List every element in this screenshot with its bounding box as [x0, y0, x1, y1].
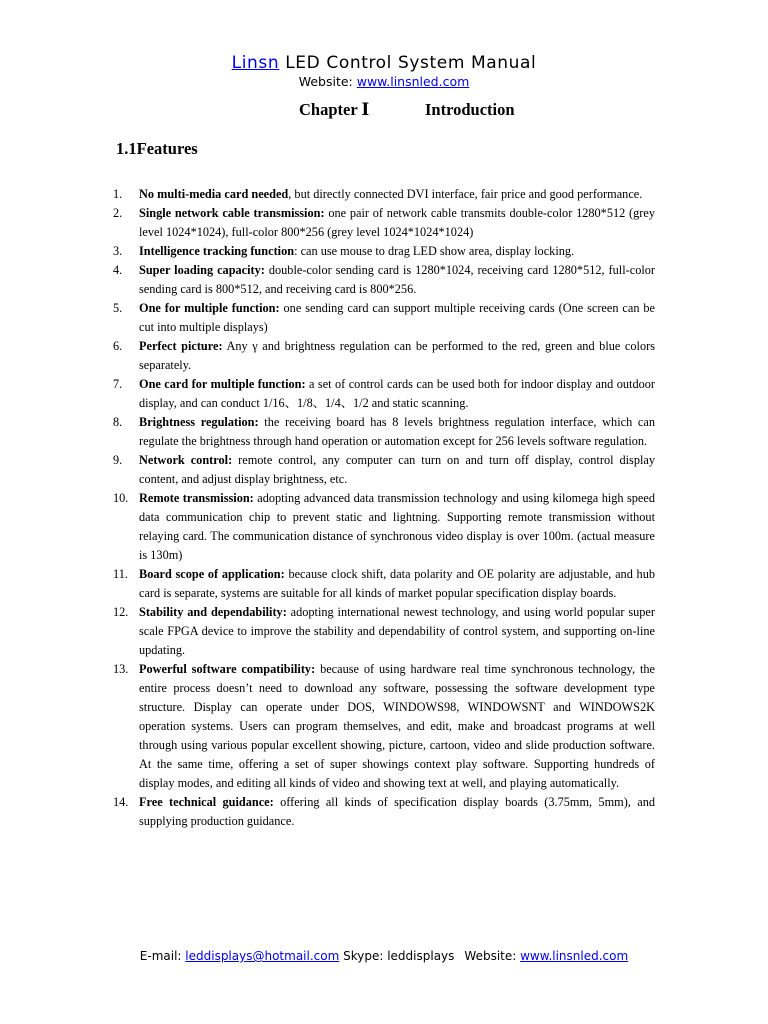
- chapter-title: Introduction: [425, 100, 515, 119]
- list-item-description: double-color sending card is 1280*1024, receiving card 1280*512, full-color sending card is 800*512, and receiving card is 800*256.: [139, 263, 655, 296]
- list-item: [113, 204, 655, 242]
- list-item-body: [139, 413, 655, 451]
- footer-email-link[interactable]: leddisplays@hotmail.com: [185, 949, 340, 963]
- list-item-term: Intelligence tracking function: [139, 244, 295, 258]
- list-item-description: , but directly connected DVI interface, fair price and good performance.: [288, 187, 643, 201]
- list-item-description: : can use mouse to drag LED show area, display locking.: [294, 244, 575, 258]
- list-item-term: One card for multiple function:: [139, 377, 306, 391]
- list-item-body: [139, 337, 655, 375]
- list-item-description: offering all kinds of specification display boards (3.75mm, 5mm), and supplying production guidance.: [139, 795, 655, 828]
- footer-email-label: E-mail:: [139, 949, 186, 963]
- list-item-term: Brightness regulation:: [139, 415, 259, 429]
- footer-website-label: Website:: [464, 949, 521, 963]
- list-item-number: 3.: [113, 244, 123, 258]
- list-item: [113, 337, 655, 375]
- list-item-description: because of using hardware real time synchronous technology, the entire process doesn’t need to download any software, possessing the software development type structure. Display can operate under DOS, WINDOWS98, WINDOWSNT and WINDOWS2K operation systems. Users can program themselves, and edit, make and broadcast programs at well through using various popular excellent showing, picture, cartoon, video and slide production software. At the same time, offering a set of super showings context play software. Supporting hundreds of display modes, and editing all kinds of video and showing text at well, and playing automatically.: [139, 662, 655, 790]
- list-item: [113, 375, 655, 413]
- list-item-term: Super loading capacity:: [139, 263, 265, 277]
- manual-title-text: LED Control System Manual: [279, 53, 537, 73]
- list-item-number: 10.: [113, 491, 129, 505]
- page-footer: [0, 948, 768, 964]
- list-item-number: 7.: [113, 377, 123, 391]
- list-item-term: Powerful software compatibility:: [139, 662, 316, 676]
- list-item-body: [139, 261, 655, 299]
- list-item-description: one sending card can support multiple receiving cards (One screen can be cut into multiple displays): [139, 301, 655, 334]
- list-item: [113, 185, 655, 204]
- list-item-number: 2.: [113, 206, 123, 220]
- features-list: [113, 185, 655, 831]
- list-item-body: [139, 451, 655, 489]
- page-header: [0, 52, 768, 90]
- list-item-number: 5.: [113, 301, 123, 315]
- list-item-description: a set of control cards can be used both for indoor display and outdoor display, and can conduct 1/16、1/8、1/4、1/2 and static scanning.: [139, 377, 655, 410]
- list-item: [113, 565, 655, 603]
- footer-website-link[interactable]: www.linsnled.com: [520, 949, 629, 963]
- manual-title: [0, 52, 768, 74]
- list-item: [113, 603, 655, 660]
- list-item: [113, 299, 655, 337]
- list-item-term: Remote transmission:: [139, 491, 254, 505]
- list-item-description: adopting advanced data transmission technology and using kilomega high speed data communication chip to prevent static and lightning. Supporting remote transmission without relaying card. The communication distance of synchronous video display is over 100m. (actual measure is 130m): [139, 491, 656, 562]
- list-item-number: 9.: [113, 453, 123, 467]
- header-website-label: Website:: [298, 74, 357, 89]
- header-website-link[interactable]: www.linsnled.com: [356, 74, 470, 89]
- list-item-description: because clock shift, data polarity and OE polarity are adjustable, and hub card is separate, systems are suitable for all kinds of market popular specification display boards.: [139, 567, 656, 600]
- list-item-body: [139, 242, 655, 261]
- list-item-term: Free technical guidance:: [139, 795, 274, 809]
- header-website: [0, 74, 768, 90]
- brand-link[interactable]: Linsn: [231, 53, 280, 73]
- section-heading: 1.1Features: [116, 139, 198, 158]
- list-item-number: 13.: [113, 662, 129, 676]
- list-item-body: [139, 299, 655, 337]
- list-item-body: [139, 375, 655, 413]
- list-item-description: remote control, any computer can turn on and turn off display, control display content, and adjust display brightness, etc.: [139, 453, 655, 486]
- list-item-number: 1.: [113, 187, 123, 201]
- list-item: [113, 242, 655, 261]
- list-item: [113, 660, 655, 793]
- list-item-body: [139, 793, 655, 831]
- list-item-body: [139, 565, 655, 603]
- list-item-description: one pair of network cable transmits double-color 1280*512 (grey level 1024*1024), full-color 800*256 (grey level 1024*1024*1024): [139, 206, 655, 239]
- chapter-label: Chapter Ⅰ: [299, 100, 370, 119]
- list-item-number: 8.: [113, 415, 123, 429]
- list-item: [113, 413, 655, 451]
- list-item-body: [139, 603, 655, 660]
- list-item-term: Stability and dependability:: [139, 605, 287, 619]
- list-item-number: 11.: [113, 567, 128, 581]
- list-item-number: 4.: [113, 263, 123, 277]
- list-item-number: 12.: [113, 605, 129, 619]
- list-item-number: 6.: [113, 339, 123, 353]
- list-item-description: the receiving board has 8 levels brightness regulation interface, which can regulate the brightness through hand operation or automation except for 256 levels software regulation.: [139, 415, 655, 448]
- list-item: [113, 451, 655, 489]
- list-item-term: Board scope of application:: [139, 567, 285, 581]
- list-item-body: [139, 185, 655, 204]
- list-item-term: Single network cable transmission:: [139, 206, 325, 220]
- list-item-term: One for multiple function:: [139, 301, 280, 315]
- list-item-term: No multi-media card needed: [139, 187, 289, 201]
- list-item-body: [139, 489, 655, 565]
- list-item-description: adopting international newest technology, and using world popular super scale FPGA device to improve the stability and dependability of control system, and supporting on-line updating.: [139, 605, 655, 657]
- list-item-term: Perfect picture:: [139, 339, 223, 353]
- list-item-description: Any γ and brightness regulation can be performed to the red, green and blue colors separately.: [139, 339, 655, 372]
- list-item-body: [139, 204, 655, 242]
- list-item: [113, 489, 655, 565]
- list-item-body: [139, 660, 655, 793]
- list-item-number: 14.: [113, 795, 129, 809]
- list-item: [113, 793, 655, 831]
- list-item-term: Network control:: [139, 453, 233, 467]
- footer-skype: Skype: leddisplays: [339, 949, 455, 963]
- list-item: [113, 261, 655, 299]
